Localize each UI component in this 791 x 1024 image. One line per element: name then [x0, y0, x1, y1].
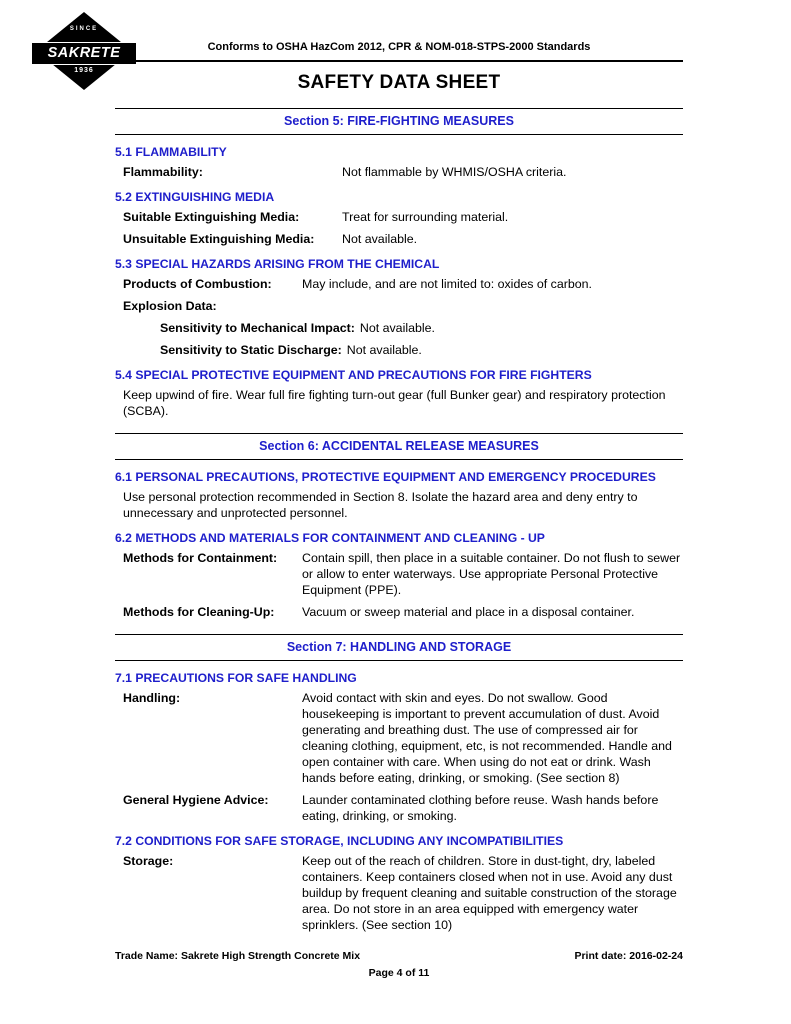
row-sensitivity-static — [115, 342, 683, 358]
row-products-of-combustion — [115, 276, 683, 292]
row-general-hygiene — [115, 792, 683, 824]
page-footer — [115, 950, 683, 979]
field-value: Not available. — [359, 321, 435, 335]
heading-5-1: 5.1 FLAMMABILITY — [115, 145, 227, 159]
section-7-banner: Section 7: HANDLING AND STORAGE — [115, 634, 683, 661]
document-title: SAFETY DATA SHEET — [297, 72, 501, 93]
row-sensitivity-mechanical — [115, 320, 683, 336]
field-label: Suitable Extinguishing Media: — [123, 210, 300, 224]
field-label: Unsuitable Extinguishing Media: — [123, 232, 315, 246]
footer-page-number: Page 4 of 11 — [368, 967, 430, 979]
field-value: Keep out of the reach of children. Store in dust-tight, dry, labeled containers. Keep containers closed when not in use. Avoid any dust buildup by frequent cleaning and suitable construction of the storage area. Do not store in an area equipped with emergency water sprinklers. (See section 10) — [302, 854, 677, 932]
field-label: Sensitivity to Static Discharge: — [160, 343, 342, 357]
section-6-banner: Section 6: ACCIDENTAL RELEASE MEASURES — [115, 433, 683, 460]
field-label: Sensitivity to Mechanical Impact: — [160, 321, 355, 335]
heading-5-3: 5.3 SPECIAL HAZARDS ARISING FROM THE CHEMICAL — [115, 257, 440, 271]
row-flammability — [115, 164, 683, 180]
field-label: Handling: — [123, 691, 181, 705]
footer-trade-name: Trade Name: Sakrete High Strength Concrete Mix — [115, 950, 361, 962]
paragraph-5-4: Keep upwind of fire. Wear full fire fighting turn-out gear (full Bunker gear) and respiratory protection (SCBA). — [123, 388, 666, 418]
field-label: Products of Combustion: — [123, 277, 272, 291]
heading-7-1: 7.1 PRECAUTIONS FOR SAFE HANDLING — [115, 671, 357, 685]
row-unsuitable-media — [115, 231, 683, 247]
field-value: Not available. — [342, 232, 418, 246]
field-label: Flammability: — [123, 165, 203, 179]
field-value: May include, and are not limited to: oxides of carbon. — [302, 277, 592, 291]
heading-6-1: 6.1 PERSONAL PRECAUTIONS, PROTECTIVE EQUIPMENT AND EMERGENCY PROCEDURES — [115, 470, 656, 484]
logo-since-text: SINCE — [69, 26, 99, 32]
heading-6-2: 6.2 METHODS AND MATERIALS FOR CONTAINMENT AND CLEANING - UP — [115, 531, 545, 545]
field-value: Contain spill, then place in a suitable container. Do not flush to sewer or allow to enter waterways. Use appropriate Personal Protective Equipment (PPE). — [302, 551, 681, 597]
explosion-data-label: Explosion Data: — [123, 299, 217, 313]
logo-year-text: 1936 — [74, 67, 94, 74]
conforms-statement: Conforms to OSHA HazCom 2012, CPR & NOM-018-STPS-2000 Standards — [207, 41, 591, 53]
document-content — [115, 0, 683, 933]
field-value: Launder contaminated clothing before reuse. Wash hands before eating, drinking, or smoking. — [302, 793, 659, 823]
row-methods-cleaning — [115, 604, 683, 620]
field-value: Treat for surrounding material. — [342, 210, 509, 224]
field-label: General Hygiene Advice: — [123, 793, 269, 807]
heading-5-2: 5.2 EXTINGUISHING MEDIA — [115, 190, 275, 204]
heading-7-2: 7.2 CONDITIONS FOR SAFE STORAGE, INCLUDING ANY INCOMPATIBILITIES — [115, 834, 564, 848]
field-value: Vacuum or sweep material and place in a disposal container. — [302, 605, 635, 619]
section-5-banner: Section 5: FIRE-FIGHTING MEASURES — [115, 108, 683, 135]
field-label: Methods for Cleaning-Up: — [123, 605, 275, 619]
footer-print-date: Print date: 2016-02-24 — [574, 950, 683, 962]
logo-brand-text: SAKRETE — [32, 42, 136, 65]
heading-5-4: 5.4 SPECIAL PROTECTIVE EQUIPMENT AND PRECAUTIONS FOR FIRE FIGHTERS — [115, 368, 592, 382]
paragraph-6-1: Use personal protection recommended in Section 8. Isolate the hazard area and deny entry to unnecessary and unprotected personnel. — [123, 490, 638, 520]
field-label: Storage: — [123, 854, 174, 868]
row-suitable-media — [115, 209, 683, 225]
field-value: Not flammable by WHMIS/OSHA criteria. — [342, 165, 567, 179]
field-value: Avoid contact with skin and eyes. Do not swallow. Good housekeeping is important to prevent accumulation of dust. Avoid generating and breathing dust. The use of compressed air for cleaning clothing, equipment, etc, is not recommended. Handle and open container with care. When using do not eat or drink. Wash hands before eating, drinking, or smoking. (See section 8) — [302, 691, 672, 785]
row-storage — [115, 853, 683, 933]
row-methods-containment — [115, 550, 683, 598]
header-divider — [115, 60, 683, 62]
field-label: Methods for Containment: — [123, 551, 278, 565]
field-value: Not available. — [346, 343, 422, 357]
row-handling — [115, 690, 683, 786]
